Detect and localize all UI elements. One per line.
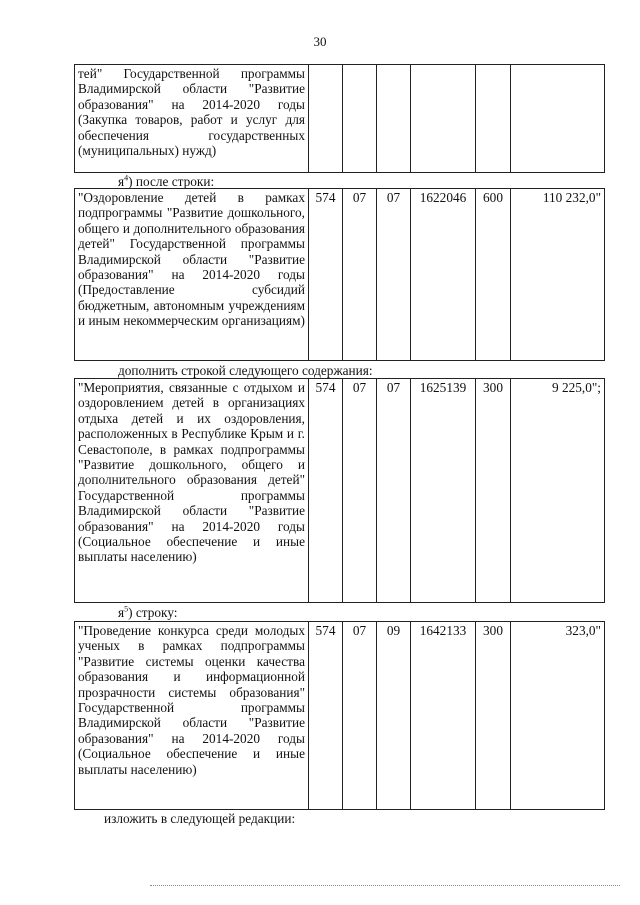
table-row [75, 65, 605, 173]
budget-table-crimea [74, 378, 605, 603]
expense-type-code: 600 [476, 189, 511, 361]
section-code: 07 [343, 379, 377, 603]
row-description: тей" Государственной программы Владимирской области "Развитие образования" на 2014-2020 годы (Закупка товаров, работ и услуг для обеспечения государственных (муниципальных) нужд) [75, 65, 309, 173]
footer-divider [150, 885, 620, 886]
ministry-code [309, 65, 343, 173]
amendment-note-new-wording: изложить в следующей редакции: [104, 811, 296, 826]
amendment-note-after-row [118, 174, 214, 189]
budget-table-continuation [74, 64, 605, 173]
note-letter: я [118, 174, 125, 189]
ministry-code: 574 [309, 622, 343, 810]
table-row [75, 622, 605, 810]
section-code [343, 65, 377, 173]
subsection-code [377, 65, 411, 173]
note-text: ) строку: [128, 605, 178, 620]
page-number: 30 [313, 34, 327, 49]
note-superscript: 5 [124, 604, 129, 614]
target-article-code: 1625139 [411, 379, 476, 603]
note-text: ) после строки: [128, 174, 215, 189]
amendment-note-add-row: дополнить строкой следующего содержания: [118, 363, 373, 378]
amendment-note-row-to-change [118, 605, 178, 620]
amount-value: 110 232,0" [511, 189, 605, 361]
subsection-code: 09 [377, 622, 411, 810]
note-superscript: 4 [124, 173, 129, 183]
subsection-code: 07 [377, 379, 411, 603]
budget-table-young-scientists [74, 621, 605, 810]
budget-table-recreation [74, 188, 605, 361]
note-letter: я [118, 605, 125, 620]
expense-type-code: 300 [476, 379, 511, 603]
row-description: "Мероприятия, связанные с отдыхом и оздоровлением детей в организациях отдыха детей и их оздоровления, расположенных в Республике Крым и г. Севастополе, в рамках подпрограммы "Развитие дошкольного, общего и дополнительного образования детей" Государственной программы Владимирской области "Развитие образования" на 2014-2020 годы (Социальное обеспечение и иные выплаты населению) [75, 379, 309, 603]
amount-value: 9 225,0"; [511, 379, 605, 603]
ministry-code: 574 [309, 189, 343, 361]
subsection-code: 07 [377, 189, 411, 361]
table-row [75, 379, 605, 603]
amount-value: 323,0" [511, 622, 605, 810]
table-row [75, 189, 605, 361]
target-article-code: 1642133 [411, 622, 476, 810]
row-description: "Оздоровление детей в рамках подпрограммы "Развитие дошкольного, общего и дополнительного образования детей" Государственной программы Владимирской области "Развитие образования" на 2014-2020 годы (Предоставление субсидий бюджетным, автономным учреждениям и иным некоммерческим организациям) [75, 189, 309, 361]
target-article-code [411, 65, 476, 173]
ministry-code: 574 [309, 379, 343, 603]
expense-type-code [476, 65, 511, 173]
target-article-code: 1622046 [411, 189, 476, 361]
row-description: "Проведение конкурса среди молодых ученых в рамках подпрограммы "Развитие системы оценки качества образования и информационной прозрачности системы образования" Государственной программы Владимирской области "Развитие образования" на 2014-2020 годы (Социальное обеспечение и иные выплаты населению) [75, 622, 309, 810]
section-code: 07 [343, 189, 377, 361]
expense-type-code: 300 [476, 622, 511, 810]
section-code: 07 [343, 622, 377, 810]
amount-value [511, 65, 605, 173]
